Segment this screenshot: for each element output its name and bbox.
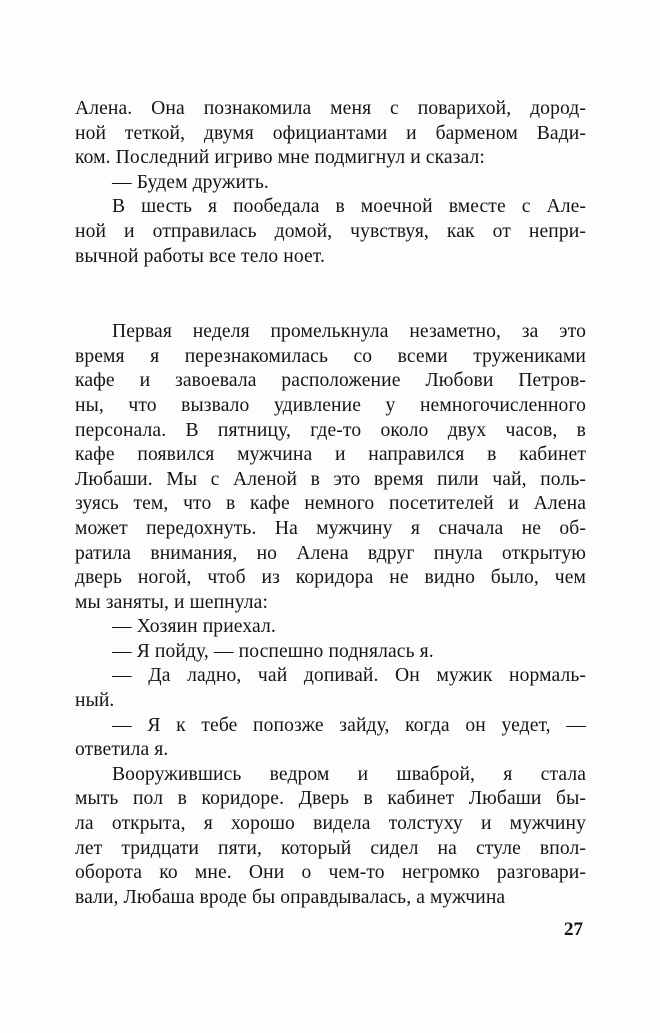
text-line: зуясь тем, что в кафе немного посетителей и Алена bbox=[75, 493, 586, 515]
text-line: вали, Любаша вроде бы оправдывалась, а мужчина bbox=[75, 886, 506, 908]
text-line: дверь ногой, чтоб из коридора не видно было, чем bbox=[75, 567, 586, 589]
text-line: ной теткой, двумя официантами и барменом Вади- bbox=[75, 122, 586, 144]
text-line: Первая неделя промелькнула незаметно, за это bbox=[112, 321, 586, 343]
text-line: — Да ладно, чай допивай. Он мужик нормаль- bbox=[112, 665, 586, 687]
text-line: — Я к тебе попозже зайду, когда он уедет, — bbox=[112, 714, 586, 736]
paragraph bbox=[75, 664, 586, 713]
text-line: оборота ко мне. Они о чем-то негромко разговари- bbox=[75, 862, 586, 884]
text-line: Алена. Она познакомила меня с поварихой, дород- bbox=[75, 98, 586, 119]
text-line: Вооружившись ведром и шваброй, я стала bbox=[112, 763, 586, 785]
paragraph bbox=[75, 195, 586, 269]
text-line: кафе появился мужчина и направился в кабинет bbox=[75, 444, 586, 466]
text-line: Любаши. Мы с Аленой в это время пили чай, поль- bbox=[75, 468, 586, 490]
text-line: вычной работы все тело ноет. bbox=[75, 245, 325, 267]
text-line: ный. bbox=[75, 690, 115, 712]
paragraph bbox=[75, 320, 586, 615]
paragraph bbox=[75, 97, 586, 171]
text-line: — Хозяин приехал. bbox=[112, 616, 276, 638]
text-line: ответила я. bbox=[75, 739, 169, 761]
paragraph bbox=[75, 615, 586, 640]
text-line: время я перезнакомилась со всеми тружениками bbox=[75, 345, 586, 367]
text-line: — Я пойду, — поспешно поднялась я. bbox=[112, 640, 434, 662]
text-line: ны, что вызвало удивление у немногочисленного bbox=[75, 394, 586, 416]
text-line: кафе и завоевала расположение Любови Петров- bbox=[75, 370, 586, 392]
text-line: ла открыта, я хорошо видела толстуху и мужчину bbox=[75, 813, 586, 835]
text-line: ратила внимания, но Алена вдруг пнула открытую bbox=[75, 542, 586, 564]
text-line: лет тридцати пяти, который сидел на стуле впол- bbox=[75, 837, 586, 859]
paragraph bbox=[75, 763, 586, 911]
paragraph bbox=[75, 714, 586, 763]
page-number: 27 bbox=[564, 919, 583, 940]
text-line: мы заняты, и шепнула: bbox=[75, 591, 269, 613]
text-line: — Будем дружить. bbox=[112, 171, 269, 193]
text-line: ком. Последний игриво мне подмигнул и сказал: bbox=[75, 147, 485, 169]
text-line: ной и отправилась домой, чувствуя, как от непри- bbox=[75, 220, 586, 242]
text-block bbox=[75, 97, 586, 910]
paragraph bbox=[75, 171, 586, 196]
paragraph bbox=[75, 640, 586, 665]
text-line: персонала. В пятницу, где-то около двух часов, в bbox=[75, 419, 586, 441]
text-line: В шесть я пообедала в моечной вместе с Але- bbox=[112, 196, 586, 218]
text-line: мыть пол в коридоре. Дверь в кабинет Любаши бы- bbox=[75, 788, 586, 810]
text-line: может передохнуть. На мужчину я сначала не об- bbox=[75, 517, 586, 539]
